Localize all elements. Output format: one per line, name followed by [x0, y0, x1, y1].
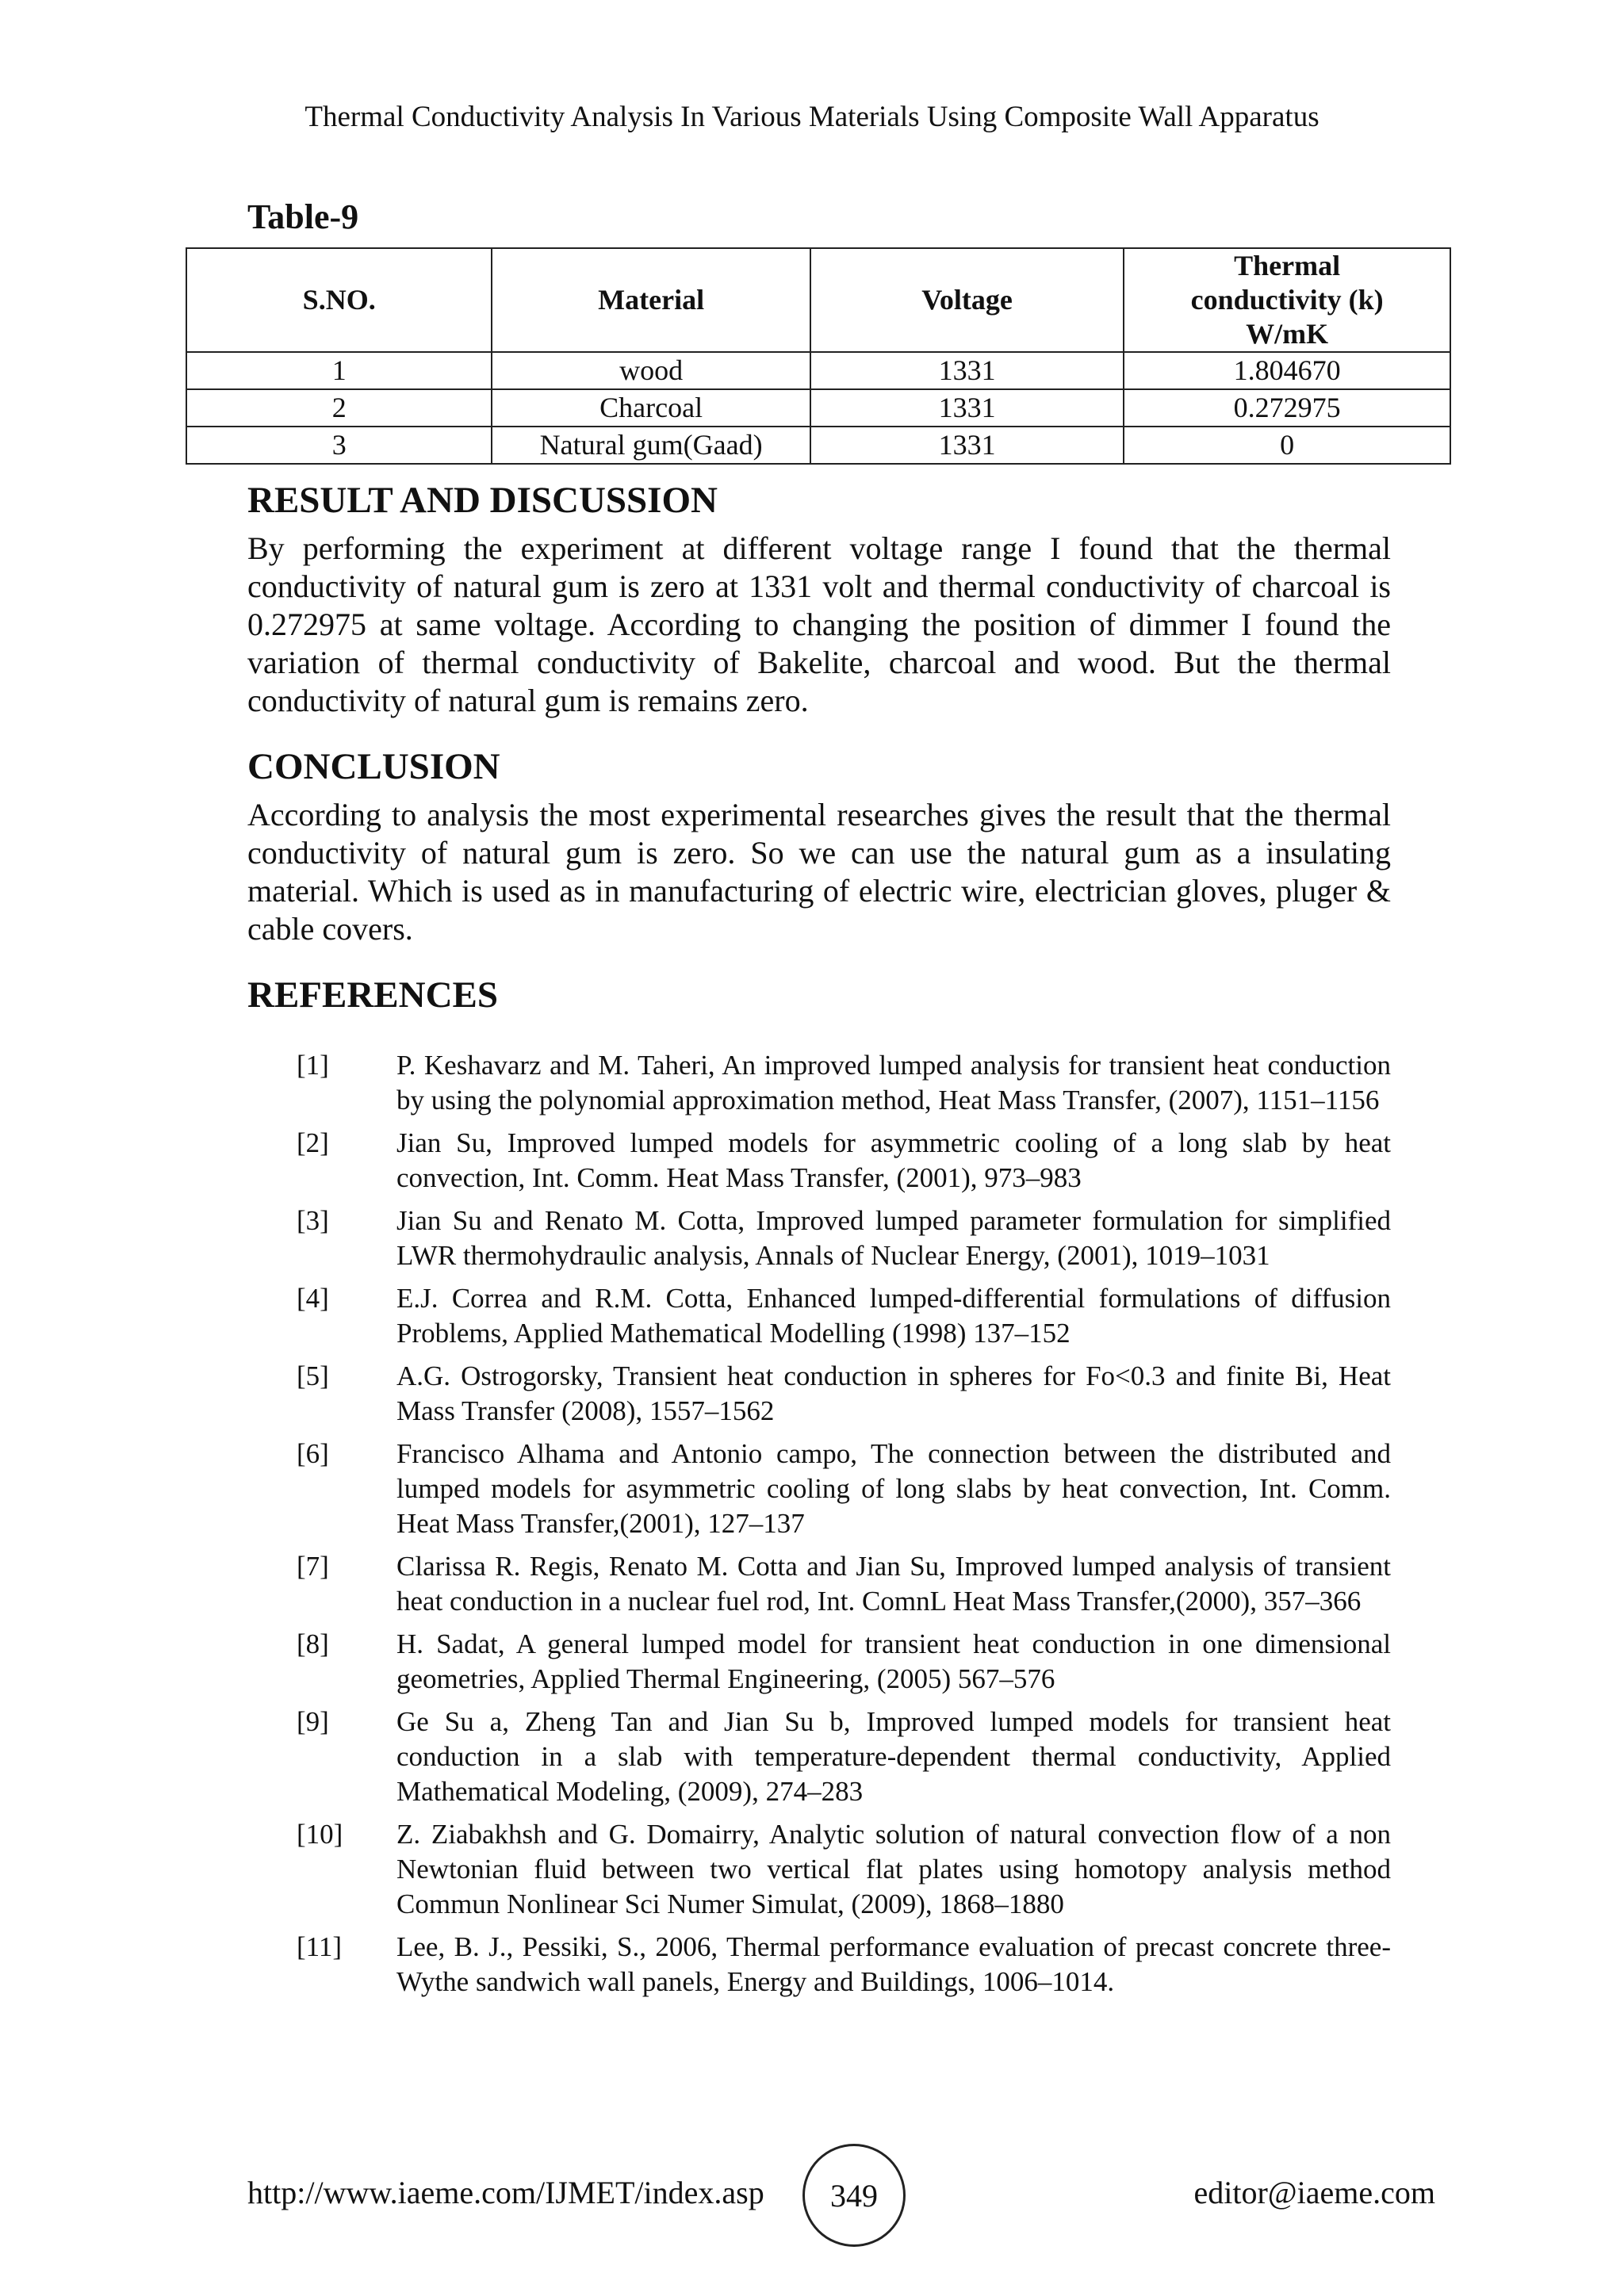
reference-text: Ge Su a, Zheng Tan and Jian Su b, Improved lumped models for transient heat conduction in a slab with temperature-dependent thermal conductivity, Applied Mathematical Modeling, (2009), 274–283: [396, 1706, 1391, 1807]
reference-number: [8]: [297, 1628, 329, 1659]
journal-url-link[interactable]: http://www.iaeme.com/IJMET/index.asp: [247, 2175, 764, 2210]
reference-text: Jian Su and Renato M. Cotta, Improved lumped parameter formulation for simplified LWR thermohydraulic analysis, Annals of Nuclear Energy, (2001), 1019–1031: [396, 1205, 1391, 1271]
reference-text: H. Sadat, A general lumped model for transient heat conduction in one dimensional geometries, Applied Thermal Engineering, (2005) 567–576: [396, 1628, 1391, 1694]
header-sno: S.NO.: [186, 248, 492, 352]
header-voltage: Voltage: [810, 248, 1124, 352]
result-paragraph: By performing the experiment at different voltage range I found that the thermal conductivity of natural gum is zero at 1331 volt and thermal conductivity of charcoal is 0.272975 at same voltage. According to changing the position of dimmer I found the variation of thermal conductivity of Bakelite, charcoal and wood. But the thermal conductivity of natural gum is remains zero.: [247, 530, 1391, 718]
editor-email-link[interactable]: editor@iaeme.com: [1193, 2175, 1435, 2210]
cell-conductivity: 0: [1124, 427, 1450, 464]
reference-number: [10]: [297, 1819, 343, 1850]
conclusion-paragraph: According to analysis the most experimental researches gives the result that the thermal conductivity of natural gum is zero. So we can use the natural gum as a insulating material. Which is used as in manufacturing of electric wire, electrician gloves, pluger & cable covers.: [247, 797, 1391, 947]
table-row: [186, 427, 1450, 464]
reference-item: [247, 1549, 1391, 1619]
reference-text: Francisco Alhama and Antonio campo, The connection between the distributed and lumped models for asymmetric cooling of long slabs by heat convection, Int. Comm. Heat Mass Transfer,(2001), 127–137: [396, 1438, 1391, 1539]
reference-item: [247, 1359, 1391, 1429]
table-header-row: [186, 248, 1450, 352]
conclusion-heading: CONCLUSION: [247, 746, 500, 787]
reference-text: Jian Su, Improved lumped models for asymmetric cooling of a long slab by heat convection, Int. Comm. Heat Mass Transfer, (2001), 973–983: [396, 1127, 1391, 1193]
cell-material: Natural gum(Gaad): [492, 427, 810, 464]
reference-item: [247, 1817, 1391, 1922]
reference-item: [247, 1281, 1391, 1351]
header-material: Material: [492, 248, 810, 352]
results-table: [186, 247, 1451, 465]
reference-number: [7]: [297, 1551, 329, 1582]
table-row: [186, 389, 1450, 427]
reference-item: [247, 1203, 1391, 1273]
table-row: [186, 352, 1450, 389]
reference-text: Z. Ziabakhsh and G. Domairry, Analytic solution of natural convection flow of a non Newtonian fluid between two vertical flat plates using homotopy analysis method Commun Nonlinear Sci Numer Simulat, (2009), 1868–1880: [396, 1819, 1391, 1919]
running-header: Thermal Conductivity Analysis In Various Materials Using Composite Wall Apparatus: [304, 101, 1320, 133]
reference-item: [247, 1930, 1391, 1999]
references-heading: REFERENCES: [247, 974, 499, 1016]
result-heading: RESULT AND DISCUSSION: [247, 480, 718, 521]
reference-item: [247, 1627, 1391, 1697]
reference-item: [247, 1126, 1391, 1196]
reference-number: [9]: [297, 1706, 329, 1737]
reference-text: E.J. Correa and R.M. Cotta, Enhanced lumped-differential formulations of diffusion Problems, Applied Mathematical Modelling (1998) 137–152: [396, 1283, 1391, 1349]
reference-text: P. Keshavarz and M. Taheri, An improved lumped analysis for transient heat conduction by using the polynomial approximation method, Heat Mass Transfer, (2007), 1151–1156: [396, 1050, 1391, 1115]
cell-voltage: 1331: [810, 389, 1124, 427]
cell-conductivity: 0.272975: [1124, 389, 1450, 427]
cell-conductivity: 1.804670: [1124, 352, 1450, 389]
table-title: Table-9: [247, 197, 359, 236]
references-list: [247, 1048, 1391, 2007]
reference-text: Lee, B. J., Pessiki, S., 2006, Thermal performance evaluation of precast concrete three-Wythe sandwich wall panels, Energy and Buildings, 1006–1014.: [396, 1931, 1391, 1997]
cell-material: wood: [492, 352, 810, 389]
cell-sno: 2: [186, 389, 492, 427]
reference-text: Clarissa R. Regis, Renato M. Cotta and Jian Su, Improved lumped analysis of transient heat conduction in a nuclear fuel rod, Int. ComnL Heat Mass Transfer,(2000), 357–366: [396, 1551, 1391, 1617]
reference-number: [4]: [297, 1283, 329, 1314]
reference-item: [247, 1705, 1391, 1809]
reference-number: [5]: [297, 1360, 329, 1391]
reference-number: [3]: [297, 1205, 329, 1236]
cell-voltage: 1331: [810, 427, 1124, 464]
reference-number: [1]: [297, 1050, 329, 1081]
cell-sno: 1: [186, 352, 492, 389]
reference-item: [247, 1437, 1391, 1541]
reference-number: [6]: [297, 1438, 329, 1469]
cell-sno: 3: [186, 427, 492, 464]
cell-voltage: 1331: [810, 352, 1124, 389]
header-thermal-conductivity: Thermal conductivity (k) W/mK: [1124, 248, 1450, 352]
reference-number: [2]: [297, 1127, 329, 1158]
reference-item: [247, 1048, 1391, 1118]
reference-number: [11]: [297, 1931, 343, 1962]
page-number: 349: [802, 2144, 906, 2247]
cell-material: Charcoal: [492, 389, 810, 427]
reference-text: A.G. Ostrogorsky, Transient heat conduction in spheres for Fo<0.3 and finite Bi, Heat Mass Transfer (2008), 1557–1562: [396, 1360, 1391, 1426]
